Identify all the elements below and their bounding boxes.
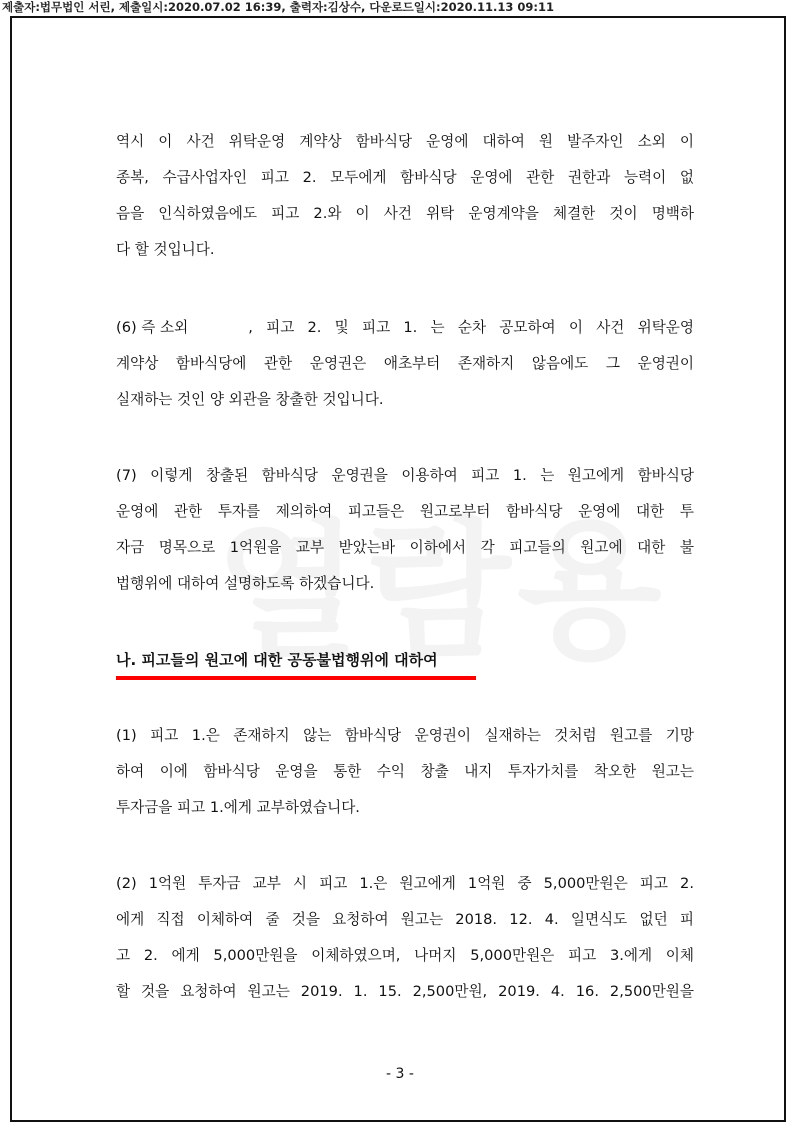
text-line: 음을 인식하였음에도 피고 2.와 이 사건 위탁 운영계약을 체결한 것이 명백하 [116,205,694,222]
text-line: 역시 이 사건 위탁운영 계약상 함바식당 운영에 대하여 원 발주자인 소외 이 [116,133,694,150]
text-line: 종복, 수급사업자인 피고 2. 모두에게 함바식당 운영에 관한 권한과 능력이 없 [116,169,694,186]
text-line: 투자금을 피고 1.에게 교부하였습니다. [116,799,360,816]
document-header: 제출자:법무법인 서린, 제출일시:2020.07.02 16:39, 출력자:김상수, 다운로드일시:2020.11.13 09:11 [2,0,554,14]
text-line: 에게 직접 이체하여 줄 것을 요청하여 원고는 2018. 12. 4. 일면식도 없던 피 [116,911,694,928]
text-line: 할 것을 요청하여 원고는 2019. 1. 15. 2,500만원, 2019. 4. 16. 2,500만원을 [116,983,694,1000]
text-segment: (6) 즉 소외 [116,319,189,336]
text-segment: , 피고 2. 및 피고 1. 는 순차 공모하여 이 사건 위탁운영 [248,319,694,336]
text-line: 자금 명목으로 1억원을 교부 받았는바 이하에서 각 피고들의 원고에 대한 불 [116,539,694,556]
text-line: 계약상 함바식당에 관한 운영권은 애초부터 존재하지 않음에도 그 운영권이 [116,355,694,372]
text-line: 법행위에 대하여 설명하도록 하겠습니다. [116,575,375,592]
text-line: 고 2. 에게 5,000만원을 이체하였으며, 나머지 5,000만원은 피고 3.에게 이체 [116,947,694,964]
text-line: (2) 1억원 투자금 교부 시 피고 1.은 원고에게 1억원 중 5,000만원은 피고 2. [116,875,694,892]
paragraph-6 [116,310,694,418]
paragraph-7 [116,458,694,602]
section-heading: 나. 피고들의 원고에 대한 공동불법행위에 대하여 [116,651,438,669]
text-line: (7) 이렇게 창출된 함바식당 운영권을 이용하여 피고 1. 는 원고에게 함바식당 [116,467,694,484]
heading-underline [116,676,476,680]
text-line: 운영에 관한 투자를 제의하여 피고들은 원고로부터 함바식당 운영에 대한 투 [116,503,694,520]
text-line: 하여 이에 함바식당 운영을 통한 수익 창출 내지 투자가치를 착오한 원고는 [116,763,694,780]
paragraph-b2 [116,866,694,1010]
page-number: - 3 - [386,1066,414,1082]
redaction [188,321,248,335]
paragraph-b1 [116,718,694,826]
text-line: 실재하는 것인 양 외관을 창출한 것입니다. [116,391,384,408]
paragraph-1 [116,124,694,268]
text-line: 다 할 것입니다. [116,241,215,258]
text-line: (1) 피고 1.은 존재하지 않는 함바식당 운영권이 실재하는 것처럼 원고를 기망 [116,727,694,744]
text-line [116,310,694,346]
